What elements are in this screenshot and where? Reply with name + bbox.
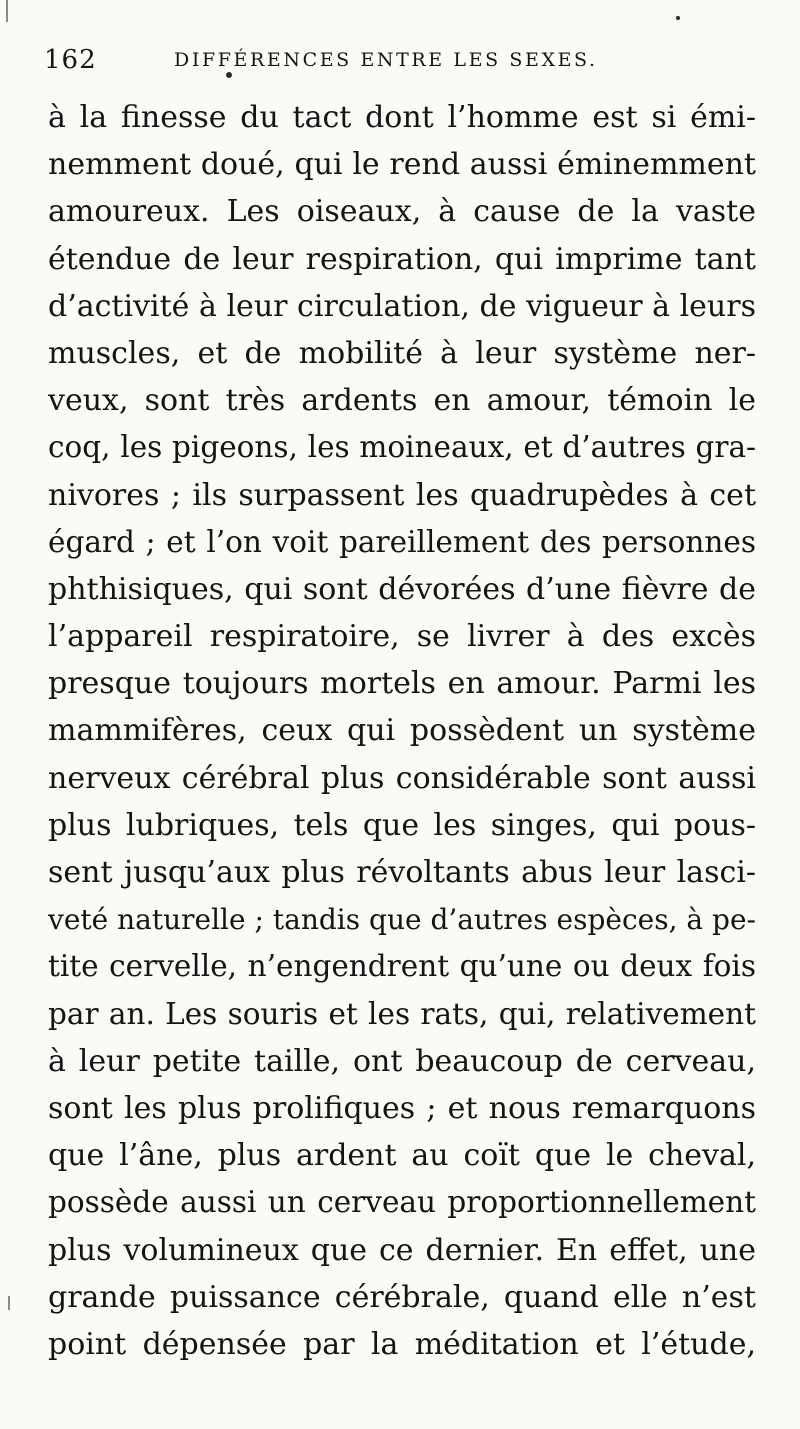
text-line: muscles, et de mobilité à leur système ner-	[48, 335, 756, 371]
running-title: DIFFÉRENCES ENTRE LES SEXES.	[174, 49, 598, 71]
text-line: par an. Les souris et les rats, qui, relativement	[48, 996, 756, 1031]
running-head	[44, 40, 756, 80]
text-line: point dépensée par la méditation et l’étude,	[48, 1326, 756, 1362]
text-line: égard ; et l’on voit pareillement des personnes	[48, 524, 756, 559]
text-line: plus volumineux que ce dernier. En effet, une	[48, 1232, 756, 1268]
text-line: étendue de leur respiration, qui imprime tant	[48, 241, 756, 277]
text-line: presque toujours mortels en amour. Parmi les	[48, 666, 756, 702]
text-line: plus lubriques, tels que les singes, qui pous-	[48, 807, 756, 843]
text-line: mammifères, ceux qui possèdent un système	[48, 713, 756, 749]
page-edge-mark	[6, 0, 8, 22]
text-line: à la finesse du tact dont l’homme est si émi-	[48, 100, 756, 135]
page-edge-mark	[8, 1296, 10, 1310]
ink-speck	[226, 72, 232, 78]
body-text	[48, 94, 756, 1368]
text-line: l’appareil respiratoire, se livrer à des excès	[48, 619, 756, 655]
text-line: veté naturelle ; tandis que d’autres espèces, à pe-	[48, 903, 756, 937]
text-line: d’activité à leur circulation, de vigueur à leurs	[48, 288, 756, 324]
text-line: nemment doué, qui le rend aussi éminemment	[48, 147, 756, 183]
text-line: grande puissance cérébrale, quand elle n’est	[48, 1279, 756, 1315]
text-line: veux, sont très ardents en amour, témoin le	[48, 383, 756, 419]
page-number: 162	[44, 45, 97, 75]
text-line: amoureux. Les oiseaux, à cause de la vaste	[48, 194, 756, 230]
text-line: que l’âne, plus ardent au coït que le cheval,	[48, 1138, 756, 1174]
text-line: coq, les pigeons, les moineaux, et d’autres gra-	[48, 430, 756, 465]
text-line: sent jusqu’aux plus révoltants abus leur lasci-	[48, 855, 756, 890]
text-line: phthisiques, qui sont dévorées d’une fièvre de	[48, 571, 756, 607]
text-line: possède aussi un cerveau proportionnellement	[48, 1185, 756, 1220]
text-line: tite cervelle, n’engendrent qu’une ou deux fois	[48, 949, 756, 984]
ink-speck	[676, 16, 680, 20]
text-line: nerveux cérébral plus considérable sont aussi	[48, 760, 756, 796]
text-line: nivores ; ils surpassent les quadrupèdes à cet	[48, 477, 756, 513]
text-line: à leur petite taille, ont beaucoup de cerveau,	[48, 1043, 756, 1079]
text-line: sont les plus prolifiques ; et nous remarquons	[48, 1090, 756, 1126]
